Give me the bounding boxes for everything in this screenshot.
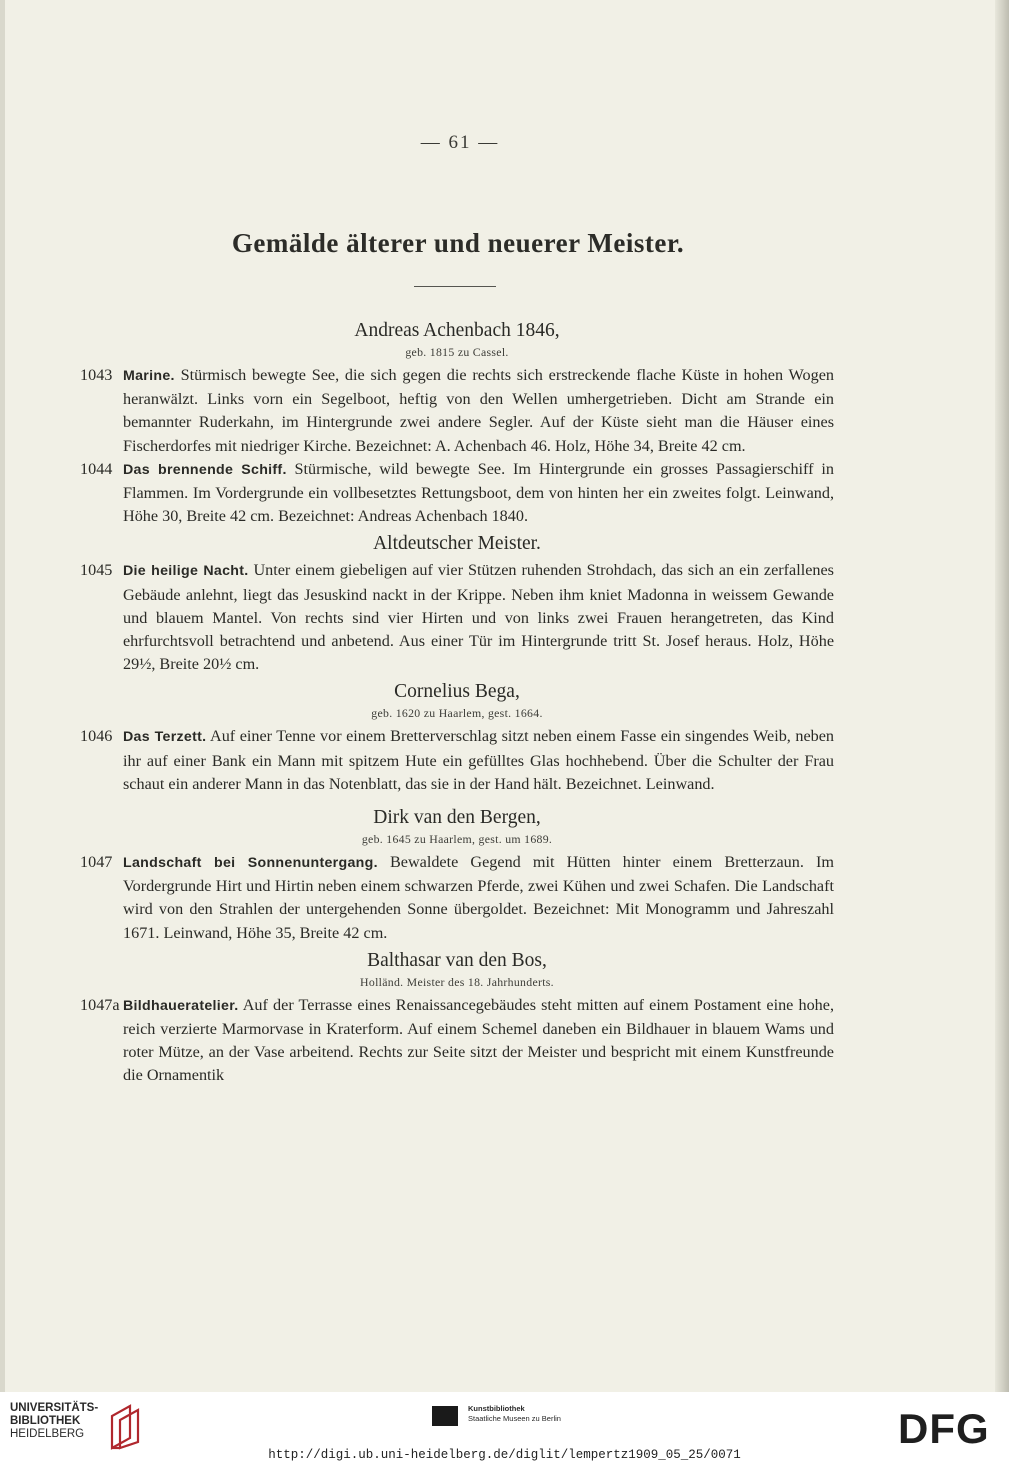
ub-line-2: BIBLIOTHEK: [10, 1415, 81, 1427]
ub-line-1: UNIVERSITÄTS-: [10, 1402, 99, 1414]
entry-title: Die heilige Nacht.: [123, 563, 249, 580]
permalink-url[interactable]: http://digi.ub.uni-heidelberg.de/diglit/lempertz1909_05_25/0071: [268, 1448, 741, 1462]
artist-bio: geb. 1815 zu Cassel.: [405, 345, 509, 359]
entry-number: 1047a: [80, 995, 120, 1014]
entry-number: 1047: [80, 853, 113, 872]
catalogue-entry: [80, 364, 834, 458]
entry-description: Stürmische, wild bewegte See. Im Hintergrunde ein grosses Passagierschiff in Flammen. Im Vordergrunde ein vollbesetztes Rettungsboot, dem von hinten her ein zweites folgt. Leinwand, Höhe 30, Breite 42 cm. Bezeichnet: Andreas Achenbach 1840.: [123, 459, 834, 526]
entry-title: Marine.: [123, 368, 175, 384]
artist-bio: geb. 1645 zu Haarlem, gest. um 1689.: [361, 832, 553, 847]
artist-name: Andreas Achenbach 1846,: [354, 320, 560, 341]
catalogue-body: [80, 318, 834, 1088]
entry-title: Das brennende Schiff.: [123, 461, 287, 478]
entry-number: 1044: [80, 459, 113, 478]
artist-name: Altdeutscher Meister.: [373, 533, 541, 555]
artist-name: Cornelius Bega,: [394, 681, 520, 703]
catalogue-entry: [80, 851, 834, 945]
entry-description: Auf einer Tenne vor einem Bretterverschlag sitzt neben einem Fasse ein singendes Weib, neben ihr auf einer Bank ein Mann mit spitzem Hute ein gefülltes Glas hochhebend. Über die Schulter der Frau schaut ein anderer Mann in das Notenblatt, das sie in der Hand hält. Bezeichnet. Leinwand.: [123, 727, 834, 793]
entry-description: Unter einem giebeligen auf vier Stützen ruhenden Strohdach, das sich an ein zerfallenes Gebäude anlehnt, liegt das Jesuskind nackt in der Krippe. Neben ihm kniet Madonna in weissem Gewande und blauem Mantel. Von rechts sind vier Hirten und von links zwei Frauen herangetreten, das Kind ehrfurchtsvoll betrachtend und anbetend. Aus einer Tür im Hintergrunde tritt St. Josef heraus. Holz, Höhe 29½, Breite 20½ cm.: [123, 561, 834, 674]
university-library-wordmark: [10, 1402, 98, 1441]
page-number: — 61 —: [420, 132, 500, 153]
viewer-footer: [0, 1392, 1009, 1467]
artist-bio: Holländ. Meister des 18. Jahrhunderts.: [360, 974, 554, 989]
catalogue-entry: [80, 725, 834, 796]
entry-title: Landschaft bei Sonnenuntergang.: [123, 855, 378, 872]
artist-bio: geb. 1620 zu Haarlem, gest. 1664.: [371, 706, 543, 721]
university-library-logo[interactable]: [10, 1402, 150, 1450]
entry-text: [123, 725, 834, 796]
kunstbibliothek-mark-icon: [432, 1406, 458, 1426]
kb-line-2: Staatliche Museen zu Berlin: [468, 1414, 561, 1423]
entry-text: [123, 458, 834, 529]
entry-title: Bildhaueratelier.: [123, 997, 239, 1014]
entry-text: [123, 559, 834, 676]
entry-description: Bewaldete Gegend mit Hütten hinter einem Bretterzaun. Im Vordergrunde Hirt und Hirtin neben einem schwarzen Pferde, zwei Kühen und zwei Schafen. Die Landschaft wird von den Strahlen der untergehenden Sonne übergoldet. Bezeichnet: Mit Monogramm und Jahreszahl 1671. Leinwand, Höhe 35, Breite 42 cm.: [123, 853, 834, 942]
entry-text: [123, 851, 834, 945]
dfg-logo[interactable]: DFG: [898, 1405, 990, 1452]
catalogue-entry: [80, 559, 834, 676]
entry-description: Stürmisch bewegte See, die sich gegen die rechts sich erstreckende flache Küste in hohen Wogen heranwälzt. Links vorn ein Segelboot, heftig von den Wellen umhergetrieben. Dicht am Strande ein bemannter Ruderkahn, im Hintergrunde zwei andere Segler. Auf der Küste sieht man die Häuser eines Fischerdorfes mit niedriger Kirche. Bezeichnet: A. Achenbach 46. Holz, Höhe 34, Breite 42 cm.: [123, 366, 834, 455]
entry-text: [123, 364, 834, 458]
kb-line-1: Kunstbibliothek: [468, 1404, 525, 1413]
entry-number: 1045: [80, 561, 113, 580]
entry-description: Auf der Terrasse eines Renaissancegebäudes steht mitten auf einem Postament eine hohe, reich verzierte Marmorvase in Kraterform. Auf einem Schemel daneben ein Bildhauer in blauem Wams und roter Mütze, an der Vase arbeitend. Rechts zur Seite sitzt der Meister und bespricht mit einem Kunstfreunde die Ornamentik: [123, 995, 834, 1085]
section-title: Gemälde älterer und neuerer Meister.: [231, 228, 685, 258]
entry-number: 1043: [80, 366, 113, 384]
entry-title: Das Terzett.: [123, 729, 207, 746]
ub-line-3: HEIDELBERG: [10, 1428, 85, 1440]
title-rule: [414, 286, 496, 287]
artist-name: Dirk van den Bergen,: [373, 807, 541, 829]
entry-text: [123, 994, 834, 1088]
book-mark-icon: [106, 1402, 146, 1450]
catalogue-entry: [80, 994, 834, 1088]
artist-name: Balthasar van den Bos,: [367, 949, 547, 971]
entry-number: 1046: [80, 727, 113, 746]
catalogue-entry: [80, 458, 834, 529]
page-edge: [995, 0, 1009, 1392]
kunstbibliothek-wordmark: [468, 1404, 561, 1424]
